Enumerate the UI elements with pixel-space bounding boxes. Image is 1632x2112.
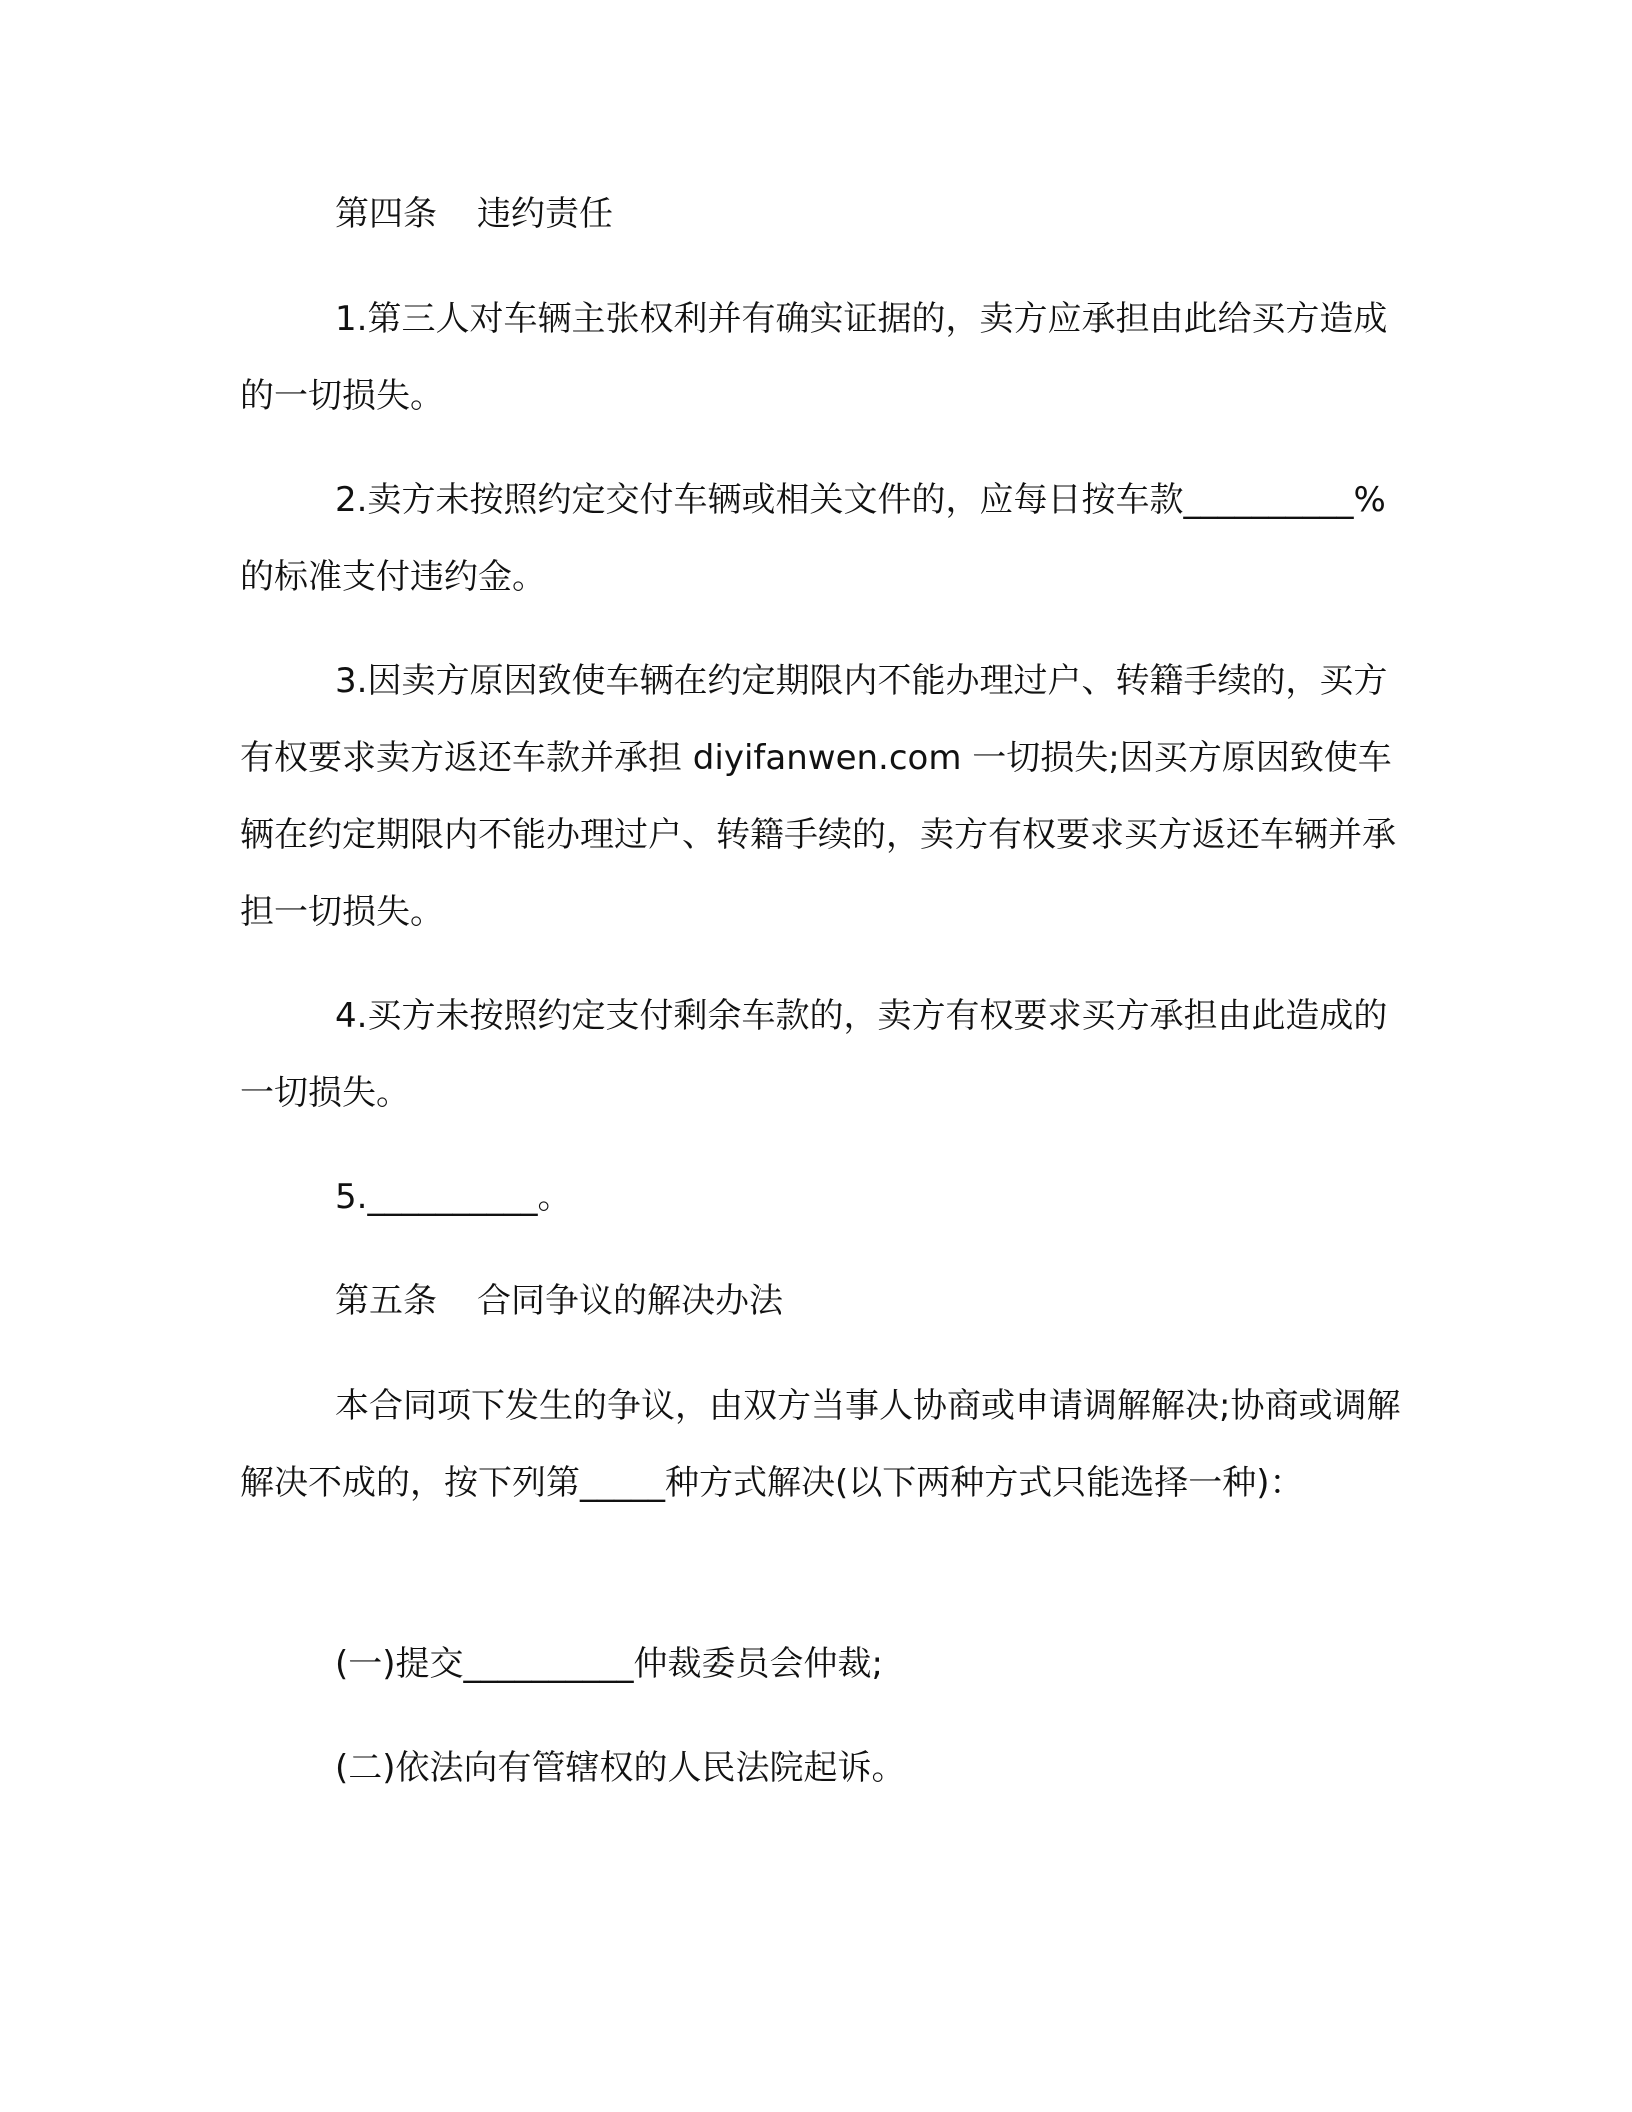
clause-5: 5.__________。: [335, 1177, 572, 1217]
article-5-number: 第五条: [335, 1281, 437, 1321]
article-4-number: 第四条: [335, 194, 437, 234]
dispute-option-1: (一)提交__________仲裁委员会仲裁;: [335, 1644, 883, 1684]
article-5-heading: [240, 1263, 1410, 1340]
clause-2: 2.卖方未按照约定交付车辆或相关文件的，应每日按车款__________%的标准支付违约金。: [240, 480, 1386, 597]
article-4-title: 违约责任: [477, 194, 613, 234]
article-4-heading: [240, 176, 1410, 253]
dispute-intro: 本合同项下发生的争议，由双方当事人协商或申请调解解决;协商或调解解决不成的，按下列第_____种方式解决(以下两种方式只能选择一种)：: [240, 1386, 1401, 1503]
article-5-title: 合同争议的解决办法: [477, 1281, 783, 1321]
clause-4: 4.买方未按照约定支付剩余车款的，卖方有权要求买方承担由此造成的一切损失。: [240, 996, 1388, 1113]
dispute-option-2: (二)依法向有管辖权的人民法院起诉。: [335, 1748, 906, 1788]
clause-3: 3.因卖方原因致使车辆在约定期限内不能办理过户、转籍手续的，买方有权要求卖方返还车款并承担 diyifanwen.com 一切损失;因买方原因致使车辆在约定期限内不能办理过户、转籍手续的，卖方有权要求买方返还车辆并承担一切损失。: [240, 661, 1396, 932]
clause-1: 1.第三人对车辆主张权利并有确实证据的，卖方应承担由此给买方造成的一切损失。: [240, 299, 1388, 416]
